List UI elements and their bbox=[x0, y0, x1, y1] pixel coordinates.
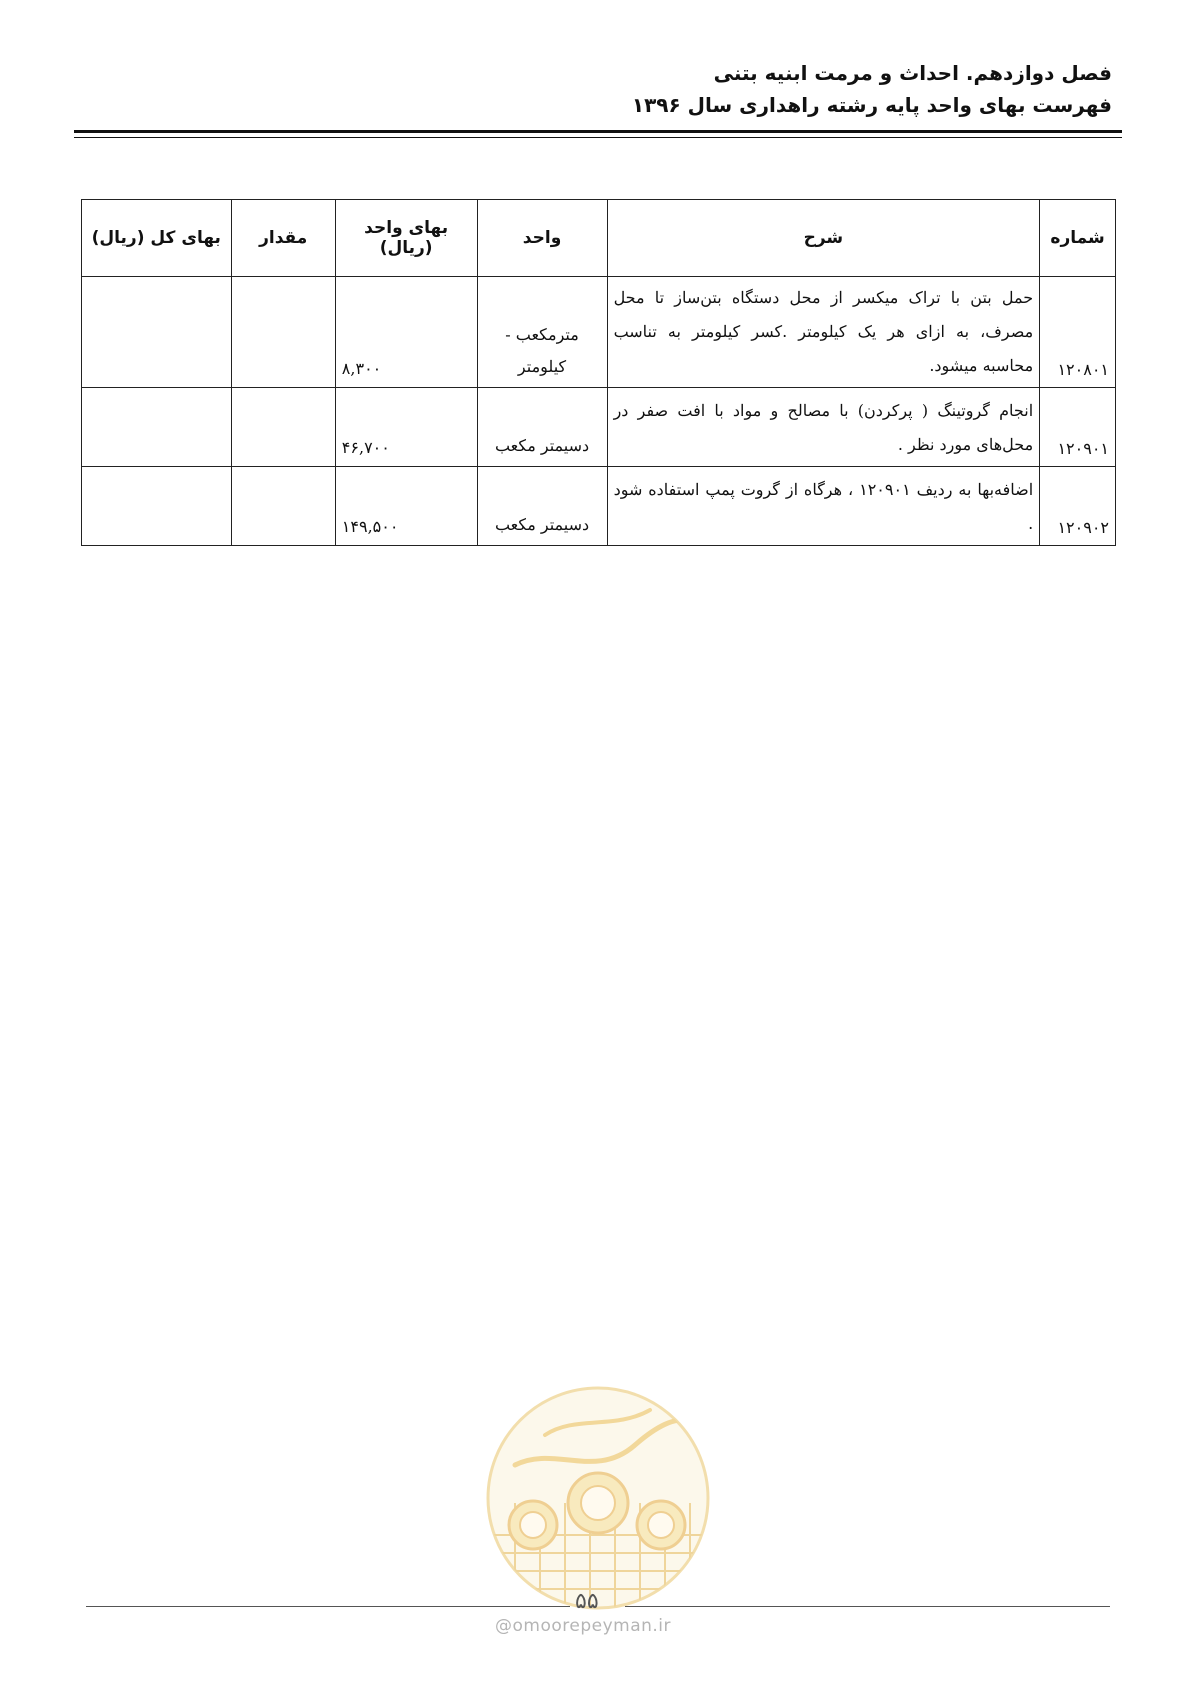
table-header-row bbox=[82, 200, 1116, 277]
row-total-price bbox=[82, 467, 232, 546]
header-rule-thick bbox=[74, 130, 1122, 133]
at-icon: @ bbox=[495, 1616, 513, 1636]
omoorepeyman-logo-icon bbox=[485, 1385, 711, 1611]
table-row bbox=[82, 277, 1116, 388]
header-description: شرح bbox=[607, 200, 1040, 277]
chapter-title: فصل دوازدهم. احداث و مرمت ابنیه بتنی bbox=[713, 61, 1112, 85]
header-unit: واحد bbox=[477, 200, 607, 277]
row-unit: مترمکعب - کیلومتر bbox=[477, 277, 607, 388]
row-unit: دسیمتر مکعب bbox=[477, 467, 607, 546]
header-rule-thin bbox=[74, 137, 1122, 138]
header-quantity: مقدار bbox=[231, 200, 335, 277]
row-quantity bbox=[231, 467, 335, 546]
page-number: ۵۵ bbox=[575, 1589, 599, 1614]
row-description: اضافه‌بها به ردیف ۱۲۰۹۰۱ ، هرگاه از گروت پمپ استفاده شود . bbox=[607, 467, 1040, 546]
row-unit: دسیمتر مکعب bbox=[477, 388, 607, 467]
footer-site bbox=[495, 1616, 671, 1636]
list-title: فهرست بهای واحد پایه رشته راهداری سال ۱۳۹۶ bbox=[631, 93, 1112, 117]
header-unit-price: بهای واحد (ریال) bbox=[335, 200, 477, 277]
header-number: شماره bbox=[1040, 200, 1116, 277]
table-row bbox=[82, 388, 1116, 467]
row-description: انجام گروتینگ ( پرکردن) با مصالح و مواد با افت صفر در محل‌های مورد نظر . bbox=[607, 388, 1040, 467]
row-total-price bbox=[82, 388, 232, 467]
row-quantity bbox=[231, 277, 335, 388]
row-total-price bbox=[82, 277, 232, 388]
row-number: ۱۲۰۹۰۱ bbox=[1040, 388, 1116, 467]
page-header bbox=[72, 58, 1112, 122]
row-unit-price: ۴۶,۷۰۰ bbox=[335, 388, 477, 467]
row-unit-price: ۱۴۹,۵۰۰ bbox=[335, 467, 477, 546]
row-number: ۱۲۰۸۰۱ bbox=[1040, 277, 1116, 388]
site-url: omoorepeyman.ir bbox=[512, 1616, 672, 1636]
footer-rule-right bbox=[625, 1606, 1110, 1607]
row-unit-price: ۸,۳۰۰ bbox=[335, 277, 477, 388]
header-total-price: بهای کل (ریال) bbox=[82, 200, 232, 277]
row-quantity bbox=[231, 388, 335, 467]
row-number: ۱۲۰۹۰۲ bbox=[1040, 467, 1116, 546]
table-row bbox=[82, 467, 1116, 546]
footer-rule-left bbox=[86, 1606, 570, 1607]
price-table bbox=[81, 199, 1116, 546]
row-description: حمل بتن با تراک میکسر از محل دستگاه بتن‌ساز تا محل مصرف، به ازای هر یک کیلومتر .کسر کیلومتر به تناسب محاسبه میشود. bbox=[607, 277, 1040, 388]
